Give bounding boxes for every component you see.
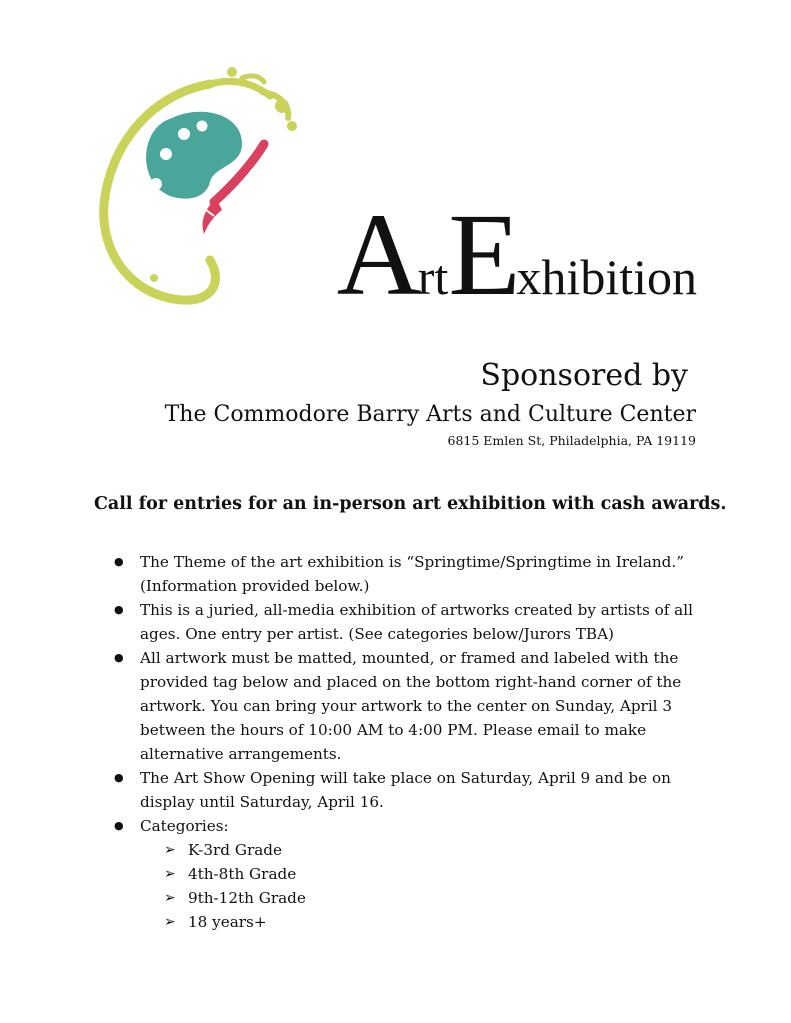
art-palette-logo <box>92 64 304 308</box>
palette-paintbrush-icon <box>92 64 304 308</box>
sponsored-by-heading: Sponsored by <box>480 358 688 393</box>
list-item: ● The Theme of the art exhibition is “Springtime/Springtime in Ireland.” (Information provided below.) <box>110 550 710 598</box>
sponsor-name: The Commodore Barry Arts and Culture Center <box>164 402 696 427</box>
details-list <box>110 550 710 934</box>
title-rest-exhibition: xhibition <box>516 249 697 305</box>
category-item: ➢ 4th-8th Grade <box>164 862 710 886</box>
title-letter-e: E <box>448 189 517 320</box>
category-item: ➢ 18 years+ <box>164 910 710 934</box>
categories-list <box>140 838 710 934</box>
call-for-entries: Call for entries for an in-person art exhibition with cash awards. <box>94 494 727 514</box>
categories-item <box>110 814 710 934</box>
title-letter-a: A <box>336 189 418 320</box>
list-item: ● All artwork must be matted, mounted, or framed and labeled with the provided tag below and placed on the bottom right-hand corner of the artwork. You can bring your artwork to the center on Sunday, April 3 between the hours of 10:00 AM to 4:00 PM. Please email to make alternative arrangements. <box>110 646 710 766</box>
title-rest-art: rt <box>417 249 449 305</box>
category-item: ➢ 9th-12th Grade <box>164 886 710 910</box>
categories-label: Categories: <box>140 817 229 835</box>
sponsor-address: 6815 Emlen St, Philadelphia, PA 19119 <box>447 433 696 448</box>
exhibition-title <box>336 189 697 320</box>
list-item: ● The Art Show Opening will take place on Saturday, April 9 and be on display until Saturday, April 16. <box>110 766 710 814</box>
list-item: ● This is a juried, all-media exhibition of artworks created by artists of all ages. One entry per artist. (See categories below/Jurors TBA) <box>110 598 710 646</box>
category-item: ➢ K-3rd Grade <box>164 838 710 862</box>
